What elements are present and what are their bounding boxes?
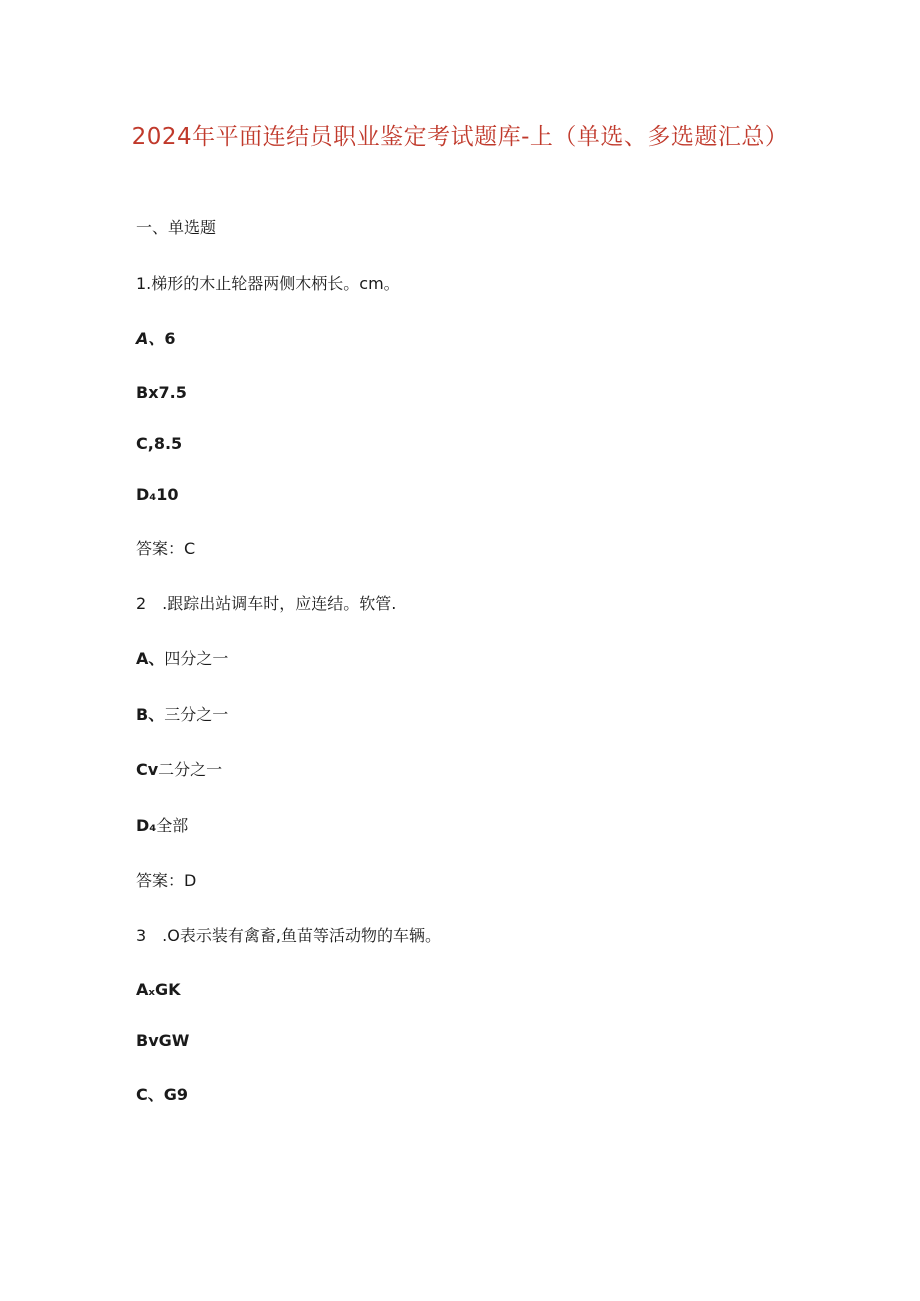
option-label: Bv [136, 1031, 159, 1050]
question-3-option-b [136, 1030, 189, 1052]
question-2-option-b [136, 704, 228, 726]
question-1-answer: 答案：C [136, 539, 196, 558]
option-label: A、 [136, 649, 165, 668]
question-3-stem: 3 .O表示装有禽畜,鱼苗等活动物的车辆。 [136, 926, 441, 945]
question-1-option-d [136, 484, 179, 506]
option-text: 四分之一 [164, 649, 229, 668]
option-label: Cv [136, 760, 159, 779]
question-2-stem: 2 .跟踪出站调车时，应连结。软管. [136, 594, 397, 613]
question-1-option-a [136, 328, 176, 350]
document-title: 2024年平面连结员职业鉴定考试题库-上（单选、多选题汇总） [131, 124, 789, 150]
option-text: 全部 [156, 816, 189, 835]
question-1-option-c [136, 433, 182, 455]
option-label: C, [136, 434, 154, 453]
option-text: 7.5 [158, 383, 187, 402]
option-text: GK [154, 980, 181, 999]
question-2-option-c [136, 759, 222, 781]
option-label: B、 [136, 705, 165, 724]
section-heading: 一、单选题 [136, 218, 217, 237]
option-label: D₄ [136, 485, 157, 504]
question-1-option-b [136, 382, 187, 404]
option-text: 三分之一 [164, 705, 229, 724]
option-label: C、 [136, 1085, 164, 1104]
question-2-answer: 答案：D [136, 871, 197, 890]
question-2-option-d [136, 815, 188, 837]
option-label: Bx [136, 383, 159, 402]
option-text: 6 [164, 329, 176, 348]
question-1-stem: 1.梯形的木止轮器两侧木柄长。cm。 [136, 274, 400, 293]
option-text: GW [158, 1031, 190, 1050]
option-text: G9 [163, 1085, 189, 1104]
question-3-option-c [136, 1084, 188, 1106]
question-2-option-a [136, 648, 228, 670]
option-text: 二分之一 [158, 760, 223, 779]
option-text: 10 [156, 485, 179, 504]
option-label: Aₓ [136, 980, 155, 999]
option-label: D₄ [136, 816, 157, 835]
question-3-option-a [136, 979, 181, 1001]
option-label: A、 [136, 329, 165, 348]
option-text: 8.5 [153, 434, 183, 453]
